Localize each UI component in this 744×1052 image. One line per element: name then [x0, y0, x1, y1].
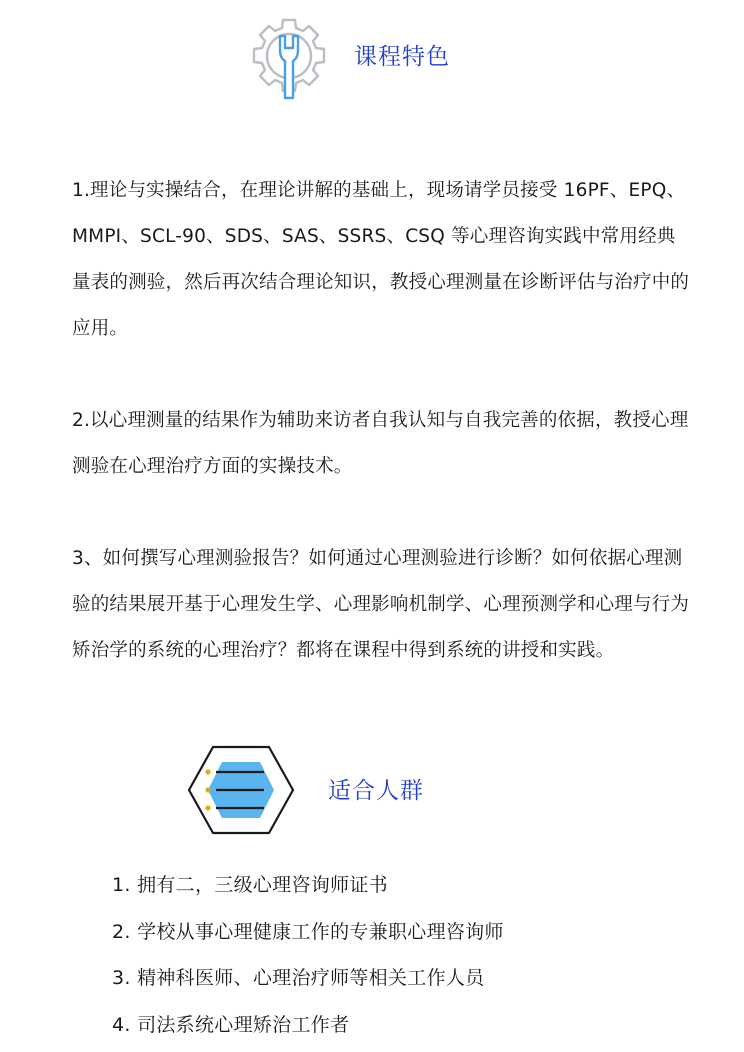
gear-wrench-icon — [250, 14, 328, 104]
audience-title: 适合人群 — [328, 778, 424, 804]
hexagon-list-icon — [186, 742, 296, 838]
features-title: 课程特色 — [354, 44, 450, 70]
audience-list — [112, 862, 504, 1048]
audience-header — [186, 742, 466, 838]
list-item: 2. 学校从事心理健康工作的专兼职心理咨询师 — [112, 920, 504, 943]
feature-paragraph-2: 2.以心理测量的结果作为辅助来访者自我认知与自我完善的依据，教授心理测验在心理治疗方面的实操技术。 — [72, 410, 689, 477]
list-item: 4. 司法系统心理矫治工作者 — [112, 1013, 350, 1036]
feature-paragraph-1: 1.理论与实操结合，在理论讲解的基础上，现场请学员接受 16PF、EPQ、MMPI、SCL-90、SDS、SAS、SSRS、CSQ 等心理咨询实践中常用经典量表的测验，然后再次结合理论知识，教授心理测量在诊断评估与治疗中的应用。 — [72, 180, 690, 339]
features-header — [250, 14, 510, 104]
list-item: 1. 拥有二，三级心理咨询师证书 — [112, 874, 388, 896]
feature-paragraph-3: 3、如何撰写心理测验报告？如何通过心理测验进行诊断？如何依据心理测验的结果展开基于心理发生学、心理影响机制学、心理预测学和心理与行为矫治学的系统的心理治疗？都将在课程中得到系统的讲授和实践。 — [72, 548, 690, 661]
list-item: 3. 精神科医师、心理治疗师等相关工作人员 — [112, 967, 485, 989]
